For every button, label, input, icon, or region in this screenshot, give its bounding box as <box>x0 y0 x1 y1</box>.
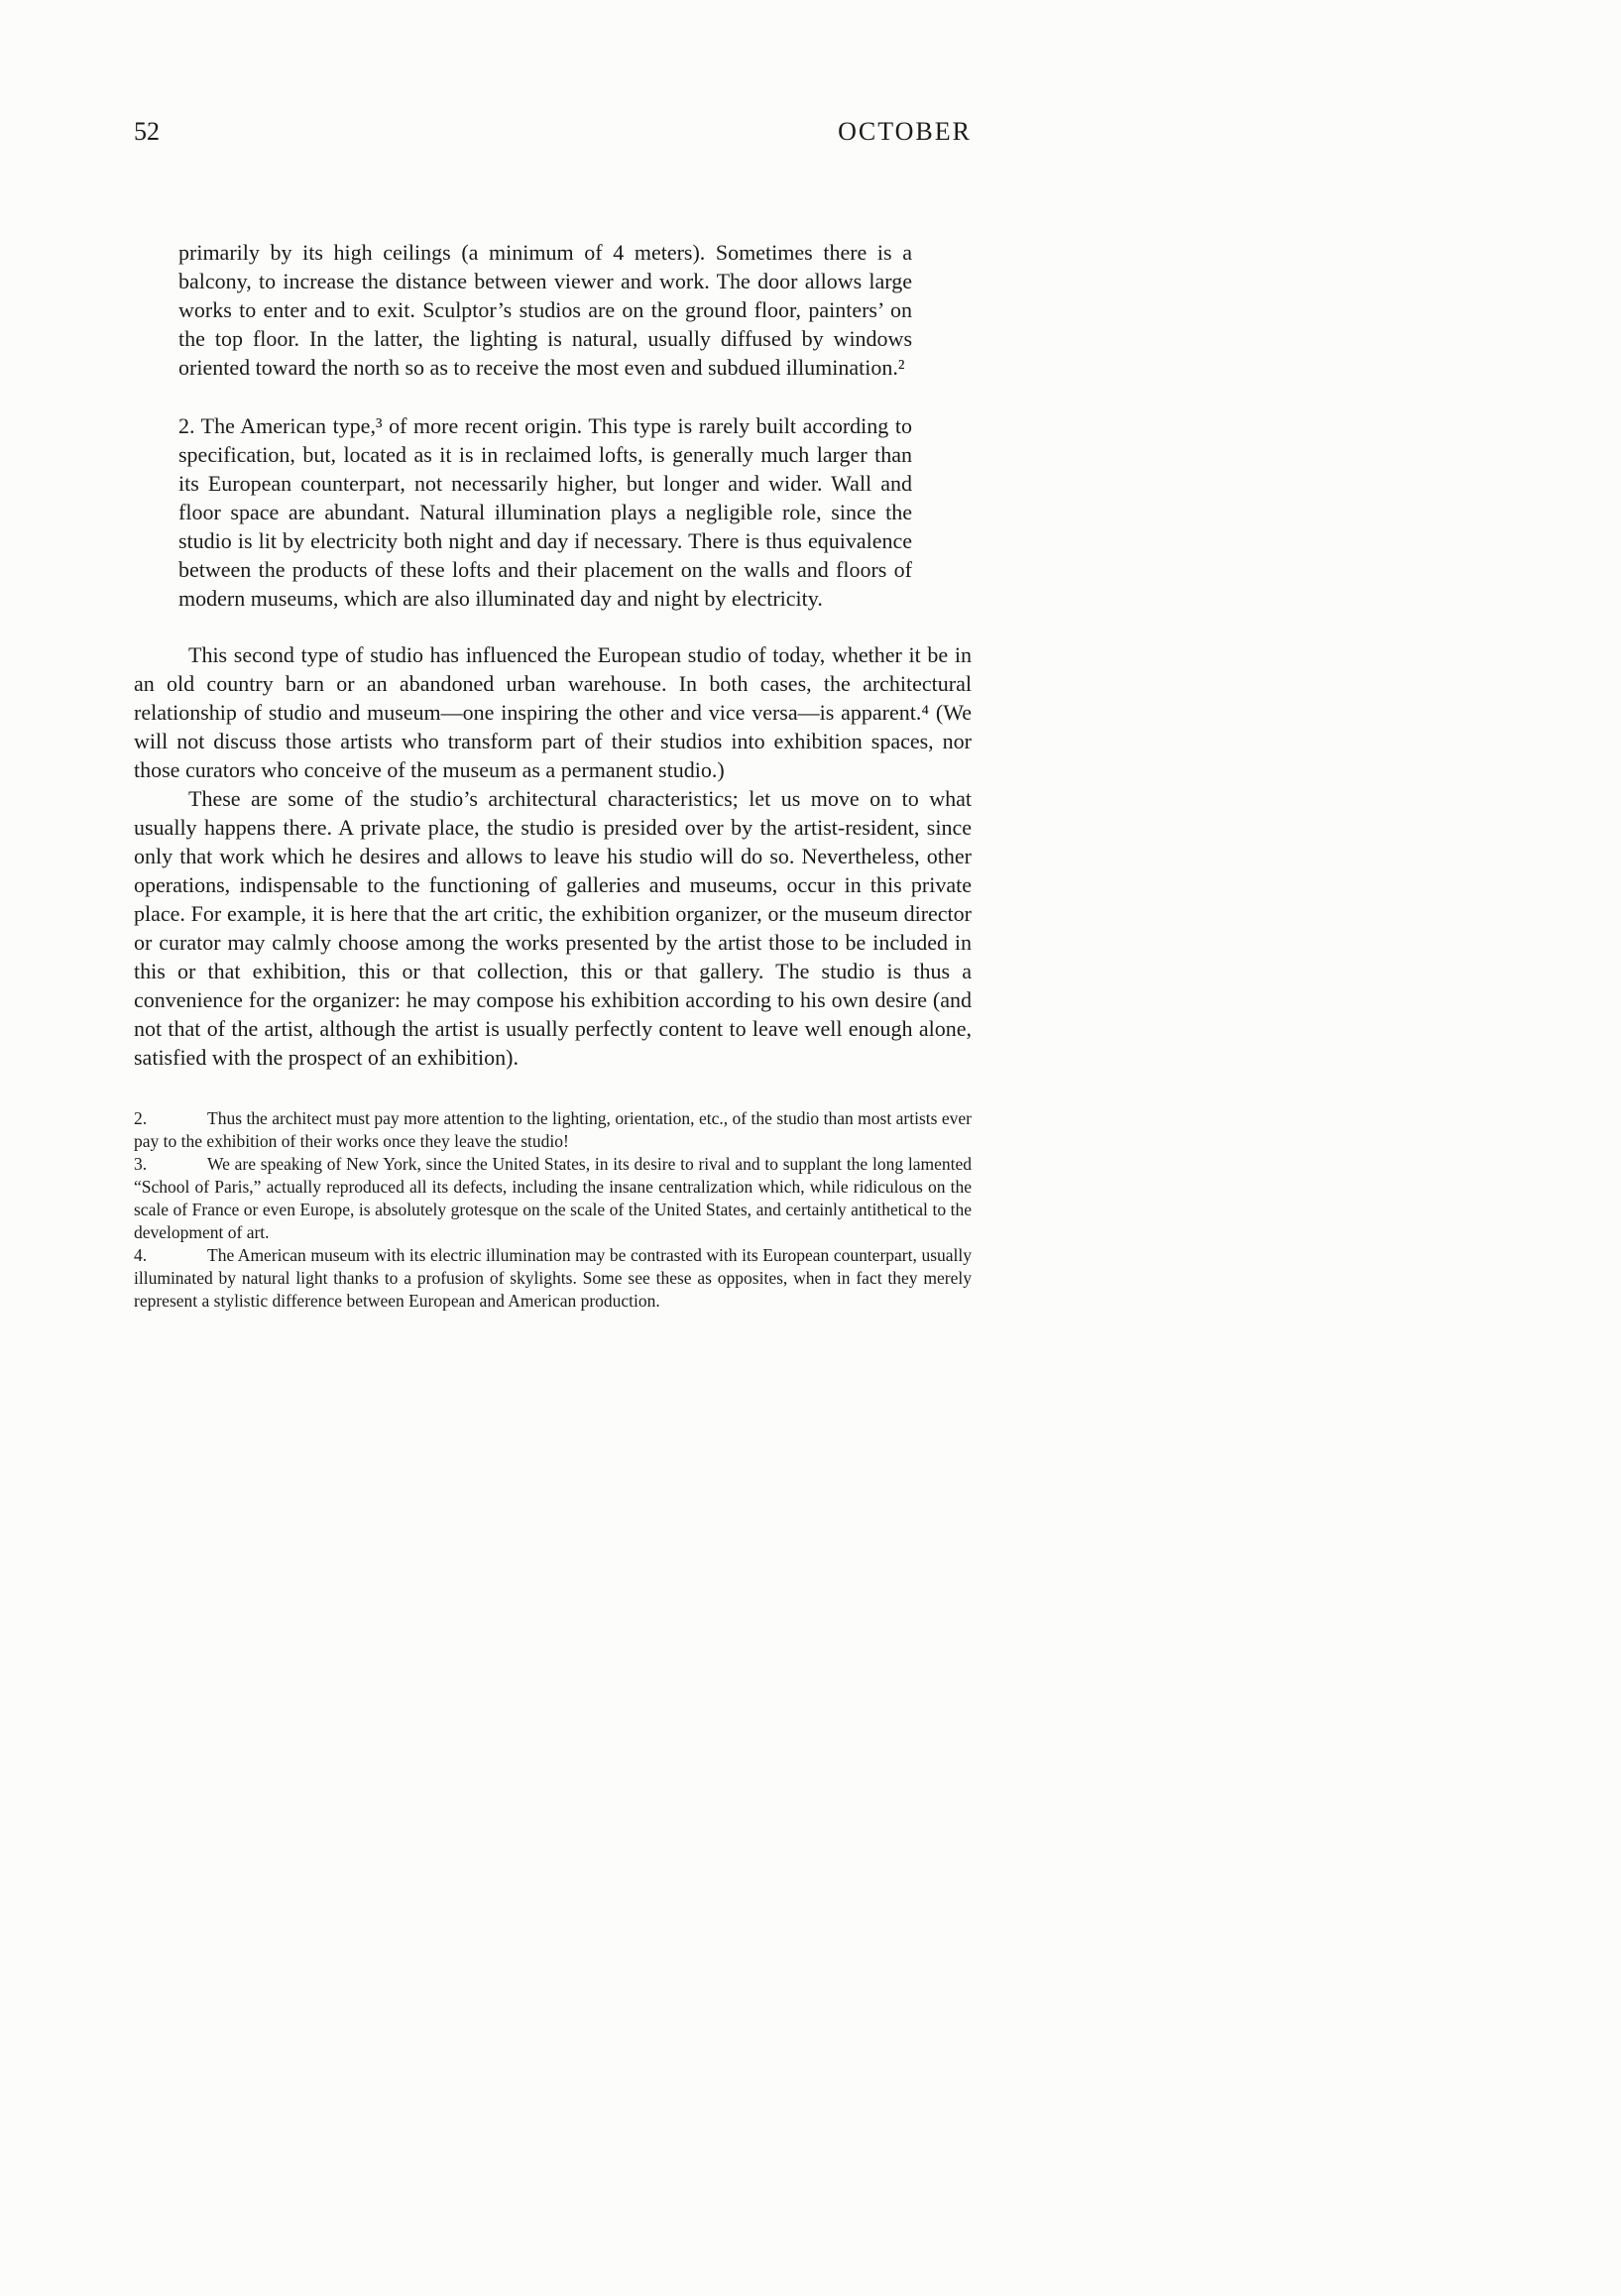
quote-paragraph-2: 2. The American type,³ of more recent origin. This type is rarely built according to specification, but, located as it is in reclaimed lofts, is generally much larger than its European counterpart, not necessarily higher, but longer and wider. Wall and floor space are abundant. Natural illumination plays a negligible role, since the studio is lit by electricity both night and day if necessary. There is thus equivalence between the products of these lofts and their placement on the walls and floors of modern museums, which are also illuminated day and night by electricity. <box>178 413 912 611</box>
footnote-2-text: Thus the architect must pay more attention to the lighting, orientation, etc., of the studio than most artists ever pay to the exhibition of their works once they leave the studio! <box>134 1108 972 1151</box>
body-text <box>134 640 972 1072</box>
footnote-3 <box>134 1153 972 1244</box>
running-head <box>134 117 972 147</box>
journal-title: OCTOBER <box>838 117 972 146</box>
footnote-4-text: The American museum with its electric illumination may be contrasted with its European counterpart, usually illuminated by natural light thanks to a profusion of skylights. Some see these as opposites, when in fact they merely represent a stylistic difference between European and American production. <box>134 1245 972 1311</box>
footnote-3-number: 3. <box>134 1154 148 1174</box>
footnote-2 <box>134 1107 972 1153</box>
footnote-4 <box>134 1244 972 1313</box>
page-number: 52 <box>134 117 160 146</box>
quote-paragraph-1: primarily by its high ceilings (a minimum of 4 meters). Sometimes there is a balcony, to increase the distance between viewer and work. The door allows large works to enter and to exit. Sculptor’s studios are on the ground floor, painters’ on the top floor. In the latter, the lighting is natural, usually diffused by windows oriented toward the north so as to receive the most even and subdued illumination.² <box>178 240 912 380</box>
page-content <box>134 117 972 1313</box>
footnote-4-number: 4. <box>134 1245 148 1265</box>
body-paragraph-2: These are some of the studio’s architectural characteristics; let us move on to what usually happens there. A private place, the studio is presided over by the artist-resident, since only that work which he desires and allows to leave his studio will do so. Nevertheless, other operations, indispensable to the functioning of galleries and museums, occur in this private place. For example, it is here that the art critic, the exhibition organizer, or the museum director or curator may calmly choose among the works presented by the artist those to be included in this or that exhibition, this or that collection, this or that gallery. The studio is thus a convenience for the organizer: he may compose his exhibition according to his own desire (and not that of the artist, although the artist is usually perfectly content to leave well enough alone, satisfied with the prospect of an exhibition). <box>134 786 972 1070</box>
block-quote <box>178 238 912 613</box>
body-paragraph-1: This second type of studio has influenced the European studio of today, whether it be in an old country barn or an abandoned urban warehouse. In both cases, the architectural relationship of studio and museum—one inspiring the other and vice versa—is apparent.⁴ (We will not discuss those artists who transform part of their studios into exhibition spaces, nor those curators who conceive of the museum as a permanent studio.) <box>134 642 972 782</box>
footnotes-section <box>134 1107 972 1313</box>
footnote-3-text: We are speaking of New York, since the United States, in its desire to rival and to supplant the long lamented “School of Paris,” actually reproduced all its defects, including the insane centralization which, while ridiculous on the scale of France or even Europe, is absolutely grotesque on the scale of the United States, and certainly antithetical to the development of art. <box>134 1154 972 1242</box>
footnote-2-number: 2. <box>134 1108 148 1128</box>
